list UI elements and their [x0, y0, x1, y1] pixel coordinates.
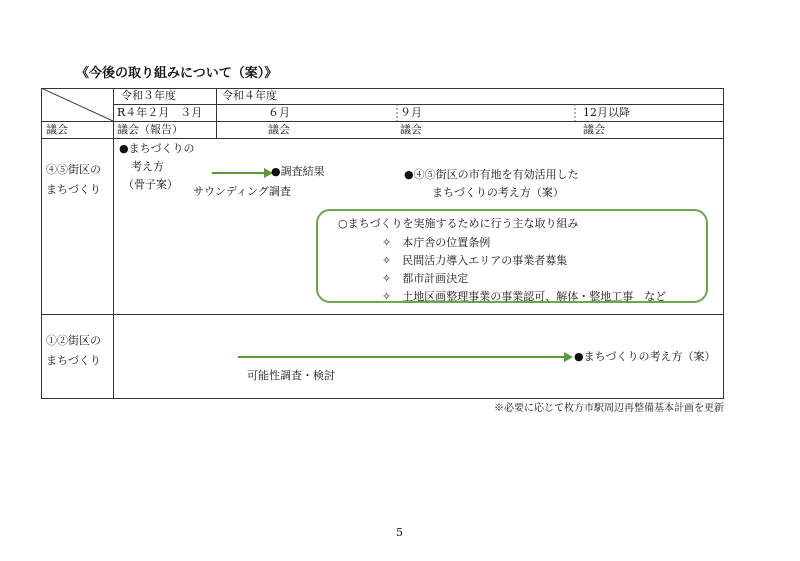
header-september: ９月 — [400, 106, 422, 119]
period-divider — [396, 104, 398, 121]
table-border-left — [41, 88, 42, 398]
table-rule — [113, 104, 724, 105]
initiative-item: ✧ 民間活力導入エリアの事業者募集 — [382, 254, 568, 267]
footnote: ※必要に応じて枚方市駅周辺再整備基本計画を更新 — [494, 403, 724, 414]
feasibility-study: 可能性調査・検討 — [247, 369, 335, 382]
survey-result: ●調査結果 — [271, 165, 325, 178]
city-land-plan-line2: まちづくりの考え方（案） — [432, 186, 564, 199]
row-label-block12-line1: ①②街区の — [46, 334, 101, 347]
row-label-council: 議会 — [46, 123, 68, 136]
period-divider — [574, 104, 576, 121]
header-fy2022: 令和４年度 — [222, 89, 277, 102]
row-label-block45-line1: ④⑤街区の — [46, 163, 101, 176]
corner-diagonal — [41, 88, 113, 121]
table-rule — [216, 88, 217, 138]
header-december-later: 12月以降 — [583, 106, 630, 119]
initiative-item: ✧ 都市計画決定 — [382, 272, 469, 285]
concept-outline-line2: 考え方 — [131, 160, 164, 173]
table-rule — [41, 121, 724, 122]
page-title: 《今後の取り組みについて（案）》 — [76, 66, 278, 81]
table-rule — [113, 88, 114, 398]
feasibility-arrow-shaft — [238, 356, 566, 358]
council-december: 議会 — [583, 123, 605, 136]
sounding-survey: サウンディング調査 — [193, 185, 291, 198]
concept-draft-block12: ●まちづくりの考え方（案） — [574, 350, 716, 363]
row-label-block12-line2: まちづくり — [46, 354, 101, 367]
header-june: ６月 — [268, 106, 290, 119]
initiatives-heading: ○まちづくりを実施するために行う主な取り組み — [338, 217, 579, 230]
sounding-arrow-shaft — [212, 172, 266, 174]
table-rule — [41, 138, 724, 139]
table-border-right — [723, 88, 724, 398]
council-feb-mar: 議会（報告） — [117, 123, 183, 136]
initiative-item: ✧ 土地区画整理事業の事業認可、解体・整地工事 など — [382, 290, 667, 303]
table-border-bottom — [41, 398, 724, 399]
page-number: 5 — [396, 526, 403, 539]
feasibility-arrow-head — [564, 352, 573, 362]
table-rule — [41, 314, 724, 315]
concept-outline-line3: （骨子案） — [123, 178, 178, 191]
initiative-item: ✧ 本庁舎の位置条例 — [382, 236, 491, 249]
city-land-plan-line1: ●④⑤街区の市有地を有効活用した — [404, 168, 579, 181]
row-label-block45-line2: まちづくり — [46, 183, 101, 196]
council-september: 議会 — [400, 123, 422, 136]
council-june: 議会 — [268, 123, 290, 136]
concept-outline-line1: ●まちづくりの — [119, 142, 195, 155]
header-feb-mar: R４年２月 ３月 — [117, 106, 203, 119]
header-fy2021: 令和３年度 — [121, 89, 176, 102]
